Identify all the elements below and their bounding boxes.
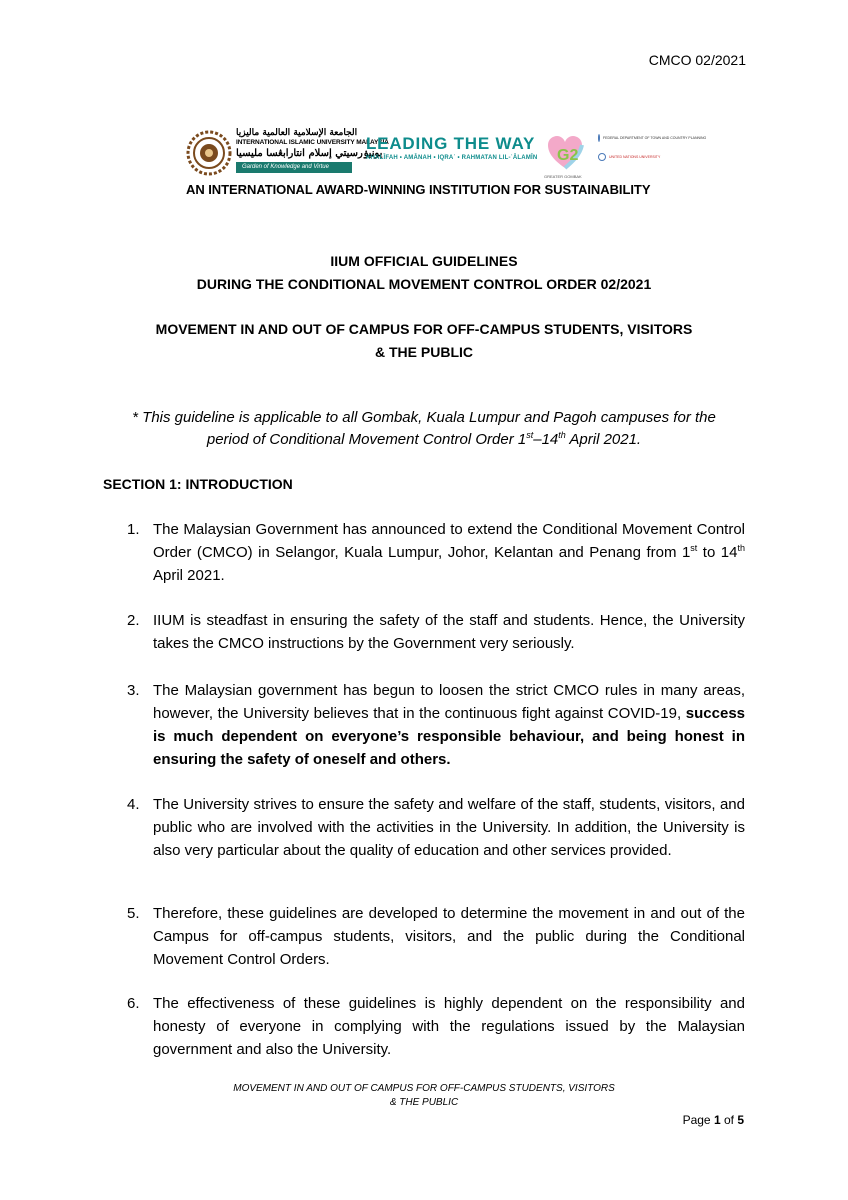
jawi-university-name: يونيۏرسيتي إسلام انتارابڠسا مليسيا [236, 148, 383, 159]
sub-title [0, 318, 848, 364]
list-text [153, 518, 745, 587]
greater-gombak-label: GREATER GOMBAK [544, 174, 582, 179]
bold-text-fragment: success is much dependent on everyone’s responsible behaviour, and being honest in ensuring the safety of oneself and others. [153, 705, 745, 768]
list-text [153, 679, 745, 771]
page-current: 1 [713, 1113, 721, 1127]
sub-title-line1: MOVEMENT IN AND OUT OF CAMPUS FOR OFF-CAMPUS STUDENTS, VISITORS [155, 321, 693, 337]
page-number [683, 1113, 744, 1127]
partner-logos [598, 132, 707, 178]
partner-name: UNITED NATIONS UNIVERSITY [609, 154, 661, 159]
footer-title [0, 1082, 848, 1110]
text-fragment: The Malaysian government has begun to loosen the strict CMCO rules in many areas, however, the University believes that in the continuous fight against COVID-19, [153, 682, 745, 722]
page-word: Page [682, 1113, 714, 1127]
list-number: 6. [127, 995, 140, 1012]
note-text: April 2021. [565, 431, 642, 448]
list-text: The University strives to ensure the safety and welfare of the staff, students, visitors, and public who are involved with the activities in the University. In addition, the University is also very particular about the quality of education and other services provided. [153, 796, 745, 859]
footer-title-line2: & THE PUBLIC [389, 1097, 459, 1108]
section-heading: SECTION 1: INTRODUCTION [103, 476, 293, 492]
list-item [127, 679, 745, 771]
partner-row [598, 132, 707, 143]
text-fragment: The Malaysian Government has announced to extend the Conditional Movement Control Order (CMCO) in Selangor, Kuala Lumpur, Johor, Kelantan and Penang from 1 [153, 521, 745, 561]
page-of: of [720, 1113, 738, 1127]
main-title [0, 250, 848, 296]
header-logo-banner [186, 126, 707, 198]
list-text: The effectiveness of these guidelines is highly dependent on the responsibility and honesty of everyone in complying with the regulations issued by the Malaysian government and also the University. [153, 995, 745, 1058]
list-number: 3. [127, 682, 140, 699]
leading-the-way-title: LEADING THE WAY [366, 134, 536, 153]
partner-row [598, 151, 664, 162]
footer-title-line1: MOVEMENT IN AND OUT OF CAMPUS FOR OFF-CAMPUS STUDENTS, VISITORS [233, 1083, 615, 1094]
list-item [127, 793, 745, 862]
leading-the-way-subtitle: KHALĪFAH • AMĀNAH • IQRAʾ • RAHMATAN LIL-ʿĀLAMĪN [366, 155, 538, 161]
list-number: 1. [127, 521, 140, 538]
list-text: Therefore, these guidelines are developed to determine the movement in and out of the Campus for off-campus students, visitors, and the public during the Conditional Movement Control Orders. [153, 905, 745, 968]
note-text: period of Conditional Movement Control Order 1 [206, 431, 527, 448]
list-item [127, 518, 745, 587]
list-item [127, 992, 745, 1061]
superscript: st [690, 543, 698, 553]
list-number: 2. [127, 612, 140, 629]
note-line1: * This guideline is applicable to all Gombak, Kuala Lumpur and Pagoh campuses for the [132, 409, 716, 426]
list-number: 5. [127, 905, 140, 922]
text-fragment: to 14 [697, 544, 738, 561]
list-item [127, 902, 745, 971]
university-tagline: Garden of Knowledge and Virtue [236, 162, 352, 173]
arabic-university-name: الجامعة الإسلامية العالمية ماليزيا [236, 128, 358, 138]
sub-title-line2: & THE PUBLIC [375, 344, 473, 360]
greater-gombak-logo-icon [546, 134, 584, 172]
list-item [127, 609, 745, 655]
list-number: 4. [127, 796, 140, 813]
list-text: IIUM is steadfast in ensuring the safety of the staff and students. Hence, the University takes the CMCO instructions by the Government very seriously. [153, 612, 745, 652]
document-reference: CMCO 02/2021 [648, 52, 746, 68]
applicability-note [0, 407, 848, 451]
partner-name: FEDERAL DEPARTMENT OF TOWN AND COUNTRY PLANNING [603, 135, 707, 140]
university-name: INTERNATIONAL ISLAMIC UNIVERSITY MALAYSIA [236, 139, 389, 146]
superscript: th [737, 543, 745, 553]
page-total: 5 [737, 1113, 744, 1127]
svg-text:G2: G2 [557, 147, 579, 164]
award-line: AN INTERNATIONAL AWARD-WINNING INSTITUTION FOR SUSTAINABILITY [186, 182, 651, 197]
note-superscript: st [526, 430, 534, 440]
main-title-line2: DURING THE CONDITIONAL MOVEMENT CONTROL ORDER 02/2021 [196, 276, 652, 292]
iium-crest-icon [186, 130, 232, 176]
federal-planning-icon [598, 134, 600, 142]
note-superscript: th [558, 430, 566, 440]
note-line2 [0, 429, 848, 451]
main-title-line1: IIUM OFFICIAL GUIDELINES [330, 253, 518, 269]
united-nations-icon [598, 153, 606, 161]
text-fragment: April 2021. [153, 567, 225, 584]
note-text: –14 [533, 431, 559, 448]
